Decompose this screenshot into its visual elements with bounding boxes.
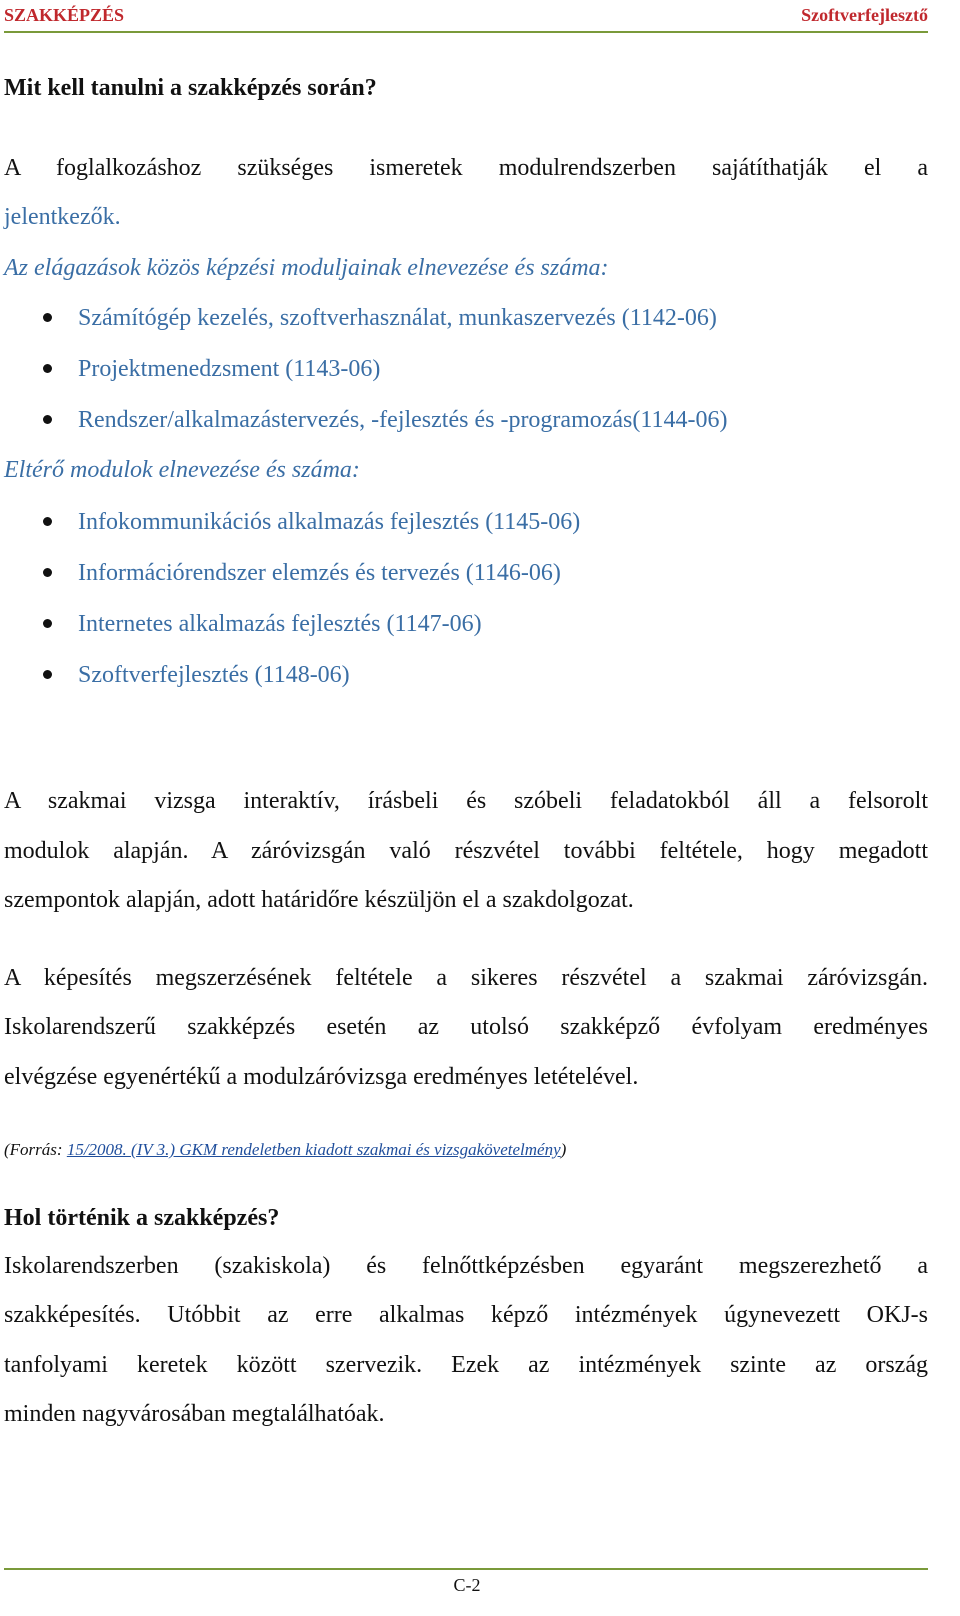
bullet-icon [43, 517, 52, 526]
footer-divider [4, 1568, 928, 1570]
different-module-item: Szoftverfejlesztés (1148-06) [78, 662, 350, 688]
question-heading-where: Hol történik a szakképzés? [4, 1205, 280, 1231]
source-citation [4, 1139, 566, 1161]
bullet-icon [43, 619, 52, 628]
source-suffix: ) [560, 1140, 567, 1159]
exam-paragraph-line-2: modulok alapján. A záróvizsgán való részvétel további feltétele, hogy megadott [4, 838, 928, 864]
different-module-item: Internetes alkalmazás fejlesztés (1147-06) [78, 611, 482, 637]
common-modules-heading: Az elágazások közös képzési moduljainak elnevezése és száma: [4, 255, 609, 281]
bullet-icon [43, 313, 52, 322]
where-paragraph-line-2: szakképesítés. Utóbbit az erre alkalmas képző intézmények úgynevezett OKJ-s [4, 1302, 928, 1328]
page-number: C-2 [453, 1575, 481, 1595]
header-divider [4, 31, 928, 33]
question-heading-what-to-learn: Mit kell tanulni a szakképzés során? [4, 75, 377, 101]
exam-paragraph-line-3: szempontok alapján, adott határidőre készüljön el a szakdolgozat. [4, 887, 634, 913]
exam-paragraph-line-1: A szakmai vizsga interaktív, írásbeli és szóbeli feladatokból áll a felsorolt [4, 788, 928, 814]
condition-paragraph-line-2: Iskolarendszerű szakképzés esetén az utolsó szakképző évfolyam eredményes [4, 1014, 928, 1040]
bullet-icon [43, 364, 52, 373]
different-modules-heading: Eltérő modulok elnevezése és száma: [4, 457, 360, 483]
page-header [4, 3, 928, 27]
different-module-item: Infokommunikációs alkalmazás fejlesztés (1145-06) [78, 509, 581, 535]
intro-paragraph-line-2: jelentkezők. [4, 204, 121, 230]
source-prefix: (Forrás: [4, 1140, 67, 1159]
common-module-item: Rendszer/alkalmazástervezés, -fejlesztés és -programozás(1144-06) [78, 407, 728, 433]
bullet-icon [43, 670, 52, 679]
bullet-icon [43, 415, 52, 424]
header-right-title: Szoftverfejlesztő [801, 5, 928, 25]
bullet-icon [43, 568, 52, 577]
where-paragraph-line-1: Iskolarendszerben (szakiskola) és felnőttképzésben egyaránt megszerezhető a [4, 1253, 928, 1279]
condition-paragraph-line-3: elvégzése egyenértékű a modulzáróvizsga eredményes letételével. [4, 1064, 639, 1090]
header-left-title: SZAKKÉPZÉS [4, 5, 125, 25]
intro-paragraph-line-1: A foglalkozáshoz szükséges ismeretek modulrendszerben sajátíthatják el a [4, 155, 928, 181]
where-paragraph-line-3: tanfolyami keretek között szervezik. Ezek az intézmények szinte az ország [4, 1352, 928, 1378]
condition-paragraph-line-1: A képesítés megszerzésének feltétele a sikeres részvétel a szakmai záróvizsgán. [4, 965, 928, 991]
different-module-item: Információrendszer elemzés és tervezés (1146-06) [78, 560, 561, 586]
common-module-item: Projektmenedzsment (1143-06) [78, 356, 381, 382]
common-module-item: Számítógép kezelés, szoftverhasználat, munkaszervezés (1142-06) [78, 305, 717, 331]
where-paragraph-line-4: minden nagyvárosában megtalálhatóak. [4, 1401, 385, 1427]
source-regulation-link[interactable]: 15/2008. (IV 3.) GKM rendeletben kiadott szakmai és vizsgakövetelmény [66, 1140, 561, 1159]
